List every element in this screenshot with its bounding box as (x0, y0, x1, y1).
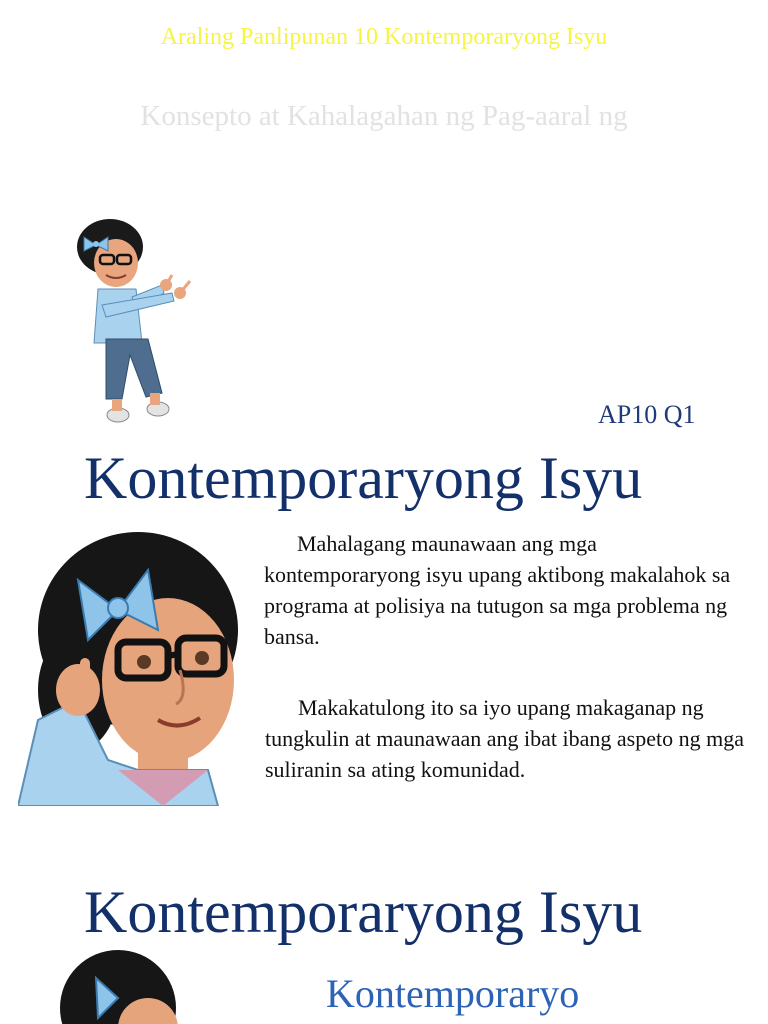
top-title: Araling Panlipunan 10 Kontemporaryong Isyu (160, 24, 608, 50)
slide-code: AP10 Q1 (598, 400, 696, 429)
subtitle: Konsepto at Kahalagahan ng Pag-aaral ng (140, 100, 628, 132)
avatar-face-icon (18, 520, 248, 806)
paragraph-2: Makakatulong ito sa iyo upang makaganap ng tungkulin at maunawaan ang ibat ibang aspeto ng mga suliranin sa ating komunidad. (265, 695, 744, 782)
subheading: Kontemporaryo (326, 971, 580, 1016)
avatar-partial-icon (58, 948, 178, 1024)
section-heading-2: Kontemporaryong Isyu (84, 879, 643, 945)
avatar-full-body-icon (62, 215, 202, 430)
paragraph-1: Mahalagang maunawaan ang mga kontemporaryong isyu upang aktibong makalahok sa programa at polisiya na tutugon sa mga problema ng bansa. (264, 531, 731, 649)
section-heading: Kontemporaryong Isyu (84, 445, 643, 511)
